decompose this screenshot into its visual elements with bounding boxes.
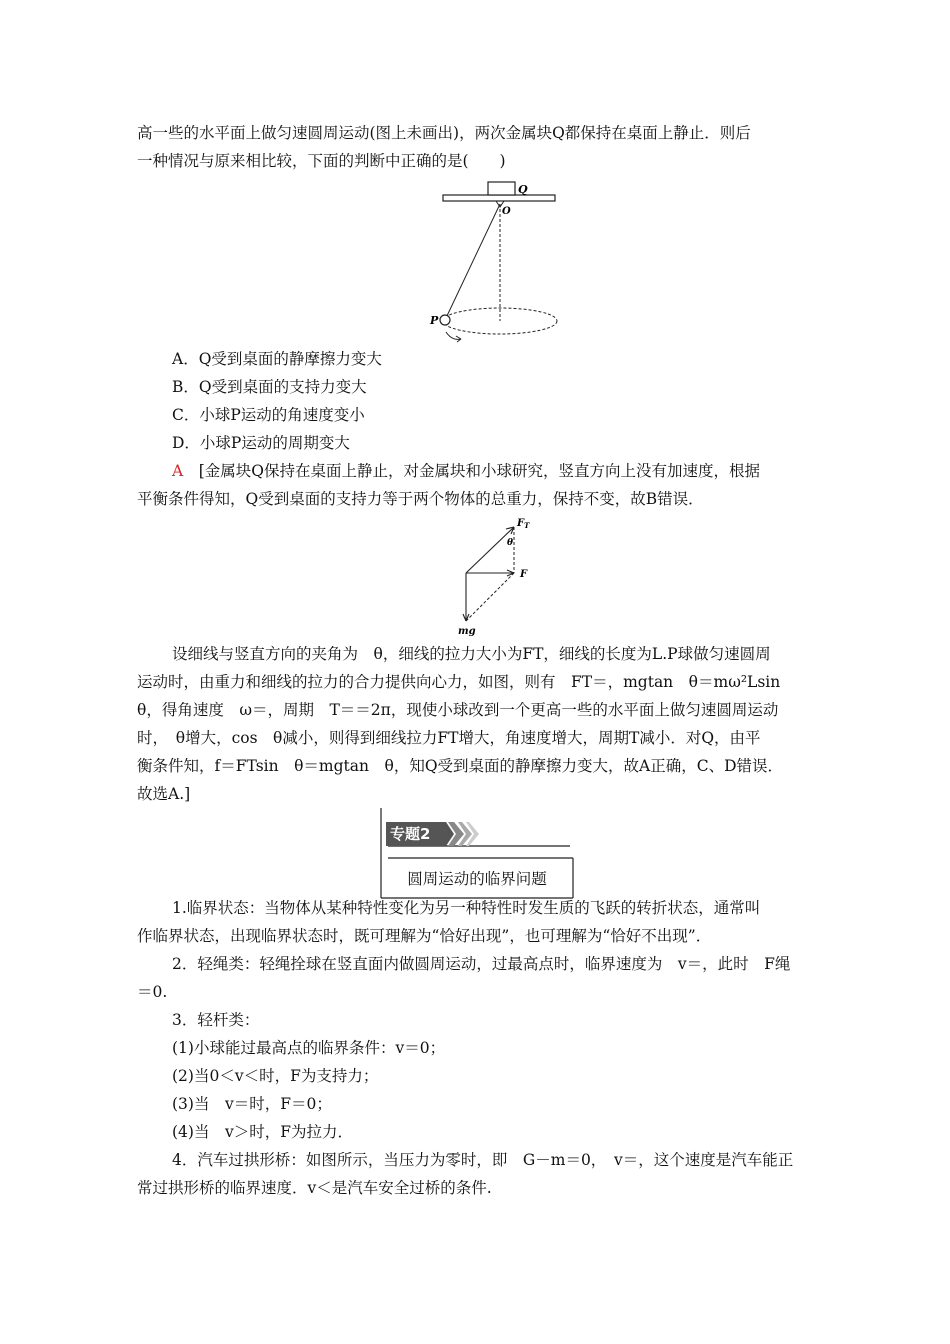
explanation-line-5: 衡条件知，f＝FTsin θ＝mgtan θ，知Q受到桌面的静摩擦力变大，故A正确，C、D错误． [137, 757, 784, 775]
point-3-item-2: (2)当0＜v＜时，F为支持力； [172, 1067, 379, 1085]
point-2-line-1: 2．轻绳类：轻绳拴球在竖直面内做圆周运动，过最高点时，临界速度为 v＝，此时 F绳 [172, 955, 791, 973]
conical-pendulum-figure [430, 178, 570, 348]
option-d: D．小球P运动的周期变大 [172, 434, 350, 452]
label-p: P [430, 314, 439, 327]
explanation-line-1: 设细线与竖直方向的夹角为 θ，细线的拉力大小为FT，细线的长度为L.P球做匀速圆周 [172, 645, 771, 663]
label-q: Q [518, 183, 528, 196]
option-b: B．Q受到桌面的支持力变大 [172, 378, 367, 396]
explanation-line-4: 时， θ增大，cos θ减小，则得到细线拉力FT增大，角速度增大，周期T减小．对Q，由平 [137, 729, 761, 747]
point-2-line-2: ＝0. [137, 983, 168, 1001]
answer-text: [金属块Q保持在桌面上静止，对金属块和小球研究，竖直方向上没有加速度，根据 [183, 462, 760, 480]
point-4-line-1: 4．汽车过拱形桥：如图所示，当压力为零时，即 G－m＝0， v＝，这个速度是汽车能正 [172, 1151, 794, 1169]
option-c: C．小球P运动的角速度变小 [172, 406, 365, 424]
point-3-item-1: (1)小球能过最高点的临界条件：v＝0； [172, 1039, 446, 1057]
point-3-title: 3．轻杆类： [172, 1011, 260, 1029]
point-3-item-3: (3)当 v＝时，F＝0； [172, 1095, 332, 1113]
force-diagram-figure [450, 515, 550, 640]
label-mg: mg [458, 626, 476, 637]
topic-tag: 专题2 [390, 825, 431, 843]
explanation-line-2: 运动时，由重力和细线的拉力的合力提供向心力，如图，则有 FT＝，mgtan θ＝mω²Lsin [137, 673, 781, 691]
label-theta: θ [507, 538, 514, 548]
intro-line-1: 高一些的水平面上做匀速圆周运动(图上未画出)，两次金属块Q都保持在桌面上静止．则后 [137, 124, 751, 142]
point-1-line-1: 1.临界状态：当物体从某种特性变化为另一种特性时发生质的飞跃的转折状态，通常叫 [172, 899, 761, 917]
answer-letter: A [172, 462, 184, 480]
topic-header [380, 808, 574, 898]
point-1-line-2: 作临界状态，出现临界状态时，既可理解为“恰好出现”，也可理解为“恰好不出现”． [137, 927, 712, 945]
label-o: O [502, 206, 511, 217]
topic-title: 圆周运动的临界问题 [407, 870, 547, 888]
answer-line-2: 平衡条件得知，Q受到桌面的支持力等于两个物体的总重力，保持不变，故B错误． [137, 490, 704, 508]
answer-line-1 [172, 460, 760, 482]
point-4-line-2: 常过拱形桥的临界速度．v＜是汽车安全过桥的条件. [137, 1179, 492, 1197]
label-ft: $F_T$ [517, 518, 530, 530]
option-a: A．Q受到桌面的静摩擦力变大 [172, 350, 382, 368]
label-f: F [520, 569, 528, 580]
intro-line-2: 一种情况与原来相比较，下面的判断中正确的是( ) [137, 152, 506, 170]
explanation-line-3: θ，得角速度 ω＝，周期 T＝＝2π，现使小球改到一个更高一些的水平面上做匀速圆周运动 [137, 701, 779, 719]
explanation-line-6: 故选A.] [137, 785, 191, 803]
point-3-item-4: (4)当 v＞时，F为拉力． [172, 1123, 353, 1141]
